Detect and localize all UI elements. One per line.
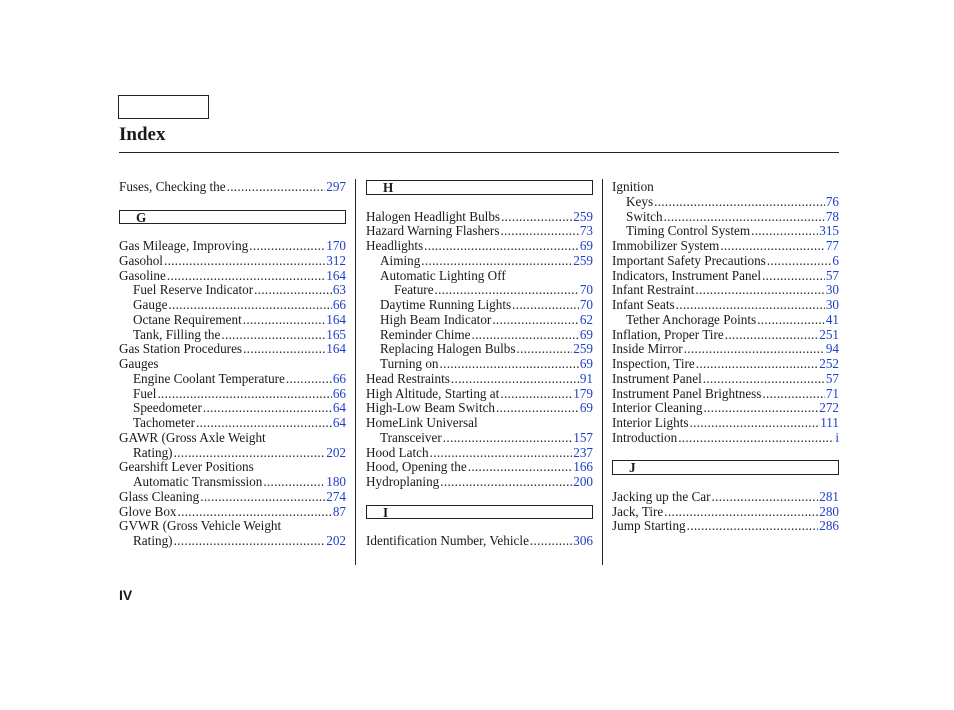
page-link[interactable]: 164 xyxy=(326,267,346,283)
index-entry[interactable] xyxy=(612,254,839,269)
dot-leader xyxy=(451,372,579,387)
page-link[interactable]: 111 xyxy=(820,415,839,430)
dot-leader xyxy=(687,519,819,534)
entry-label: Feature xyxy=(394,282,434,298)
spacer xyxy=(366,195,593,210)
dot-leader xyxy=(762,387,824,402)
dot-leader xyxy=(530,534,572,549)
index-subhead xyxy=(119,357,346,372)
dot-leader xyxy=(500,387,572,402)
dot-leader xyxy=(243,342,325,357)
index-entry[interactable] xyxy=(119,298,346,313)
entry-label: Fuel xyxy=(133,385,157,401)
entry-label: Inflation, Proper Tire xyxy=(612,326,724,342)
index-column-2 xyxy=(366,180,593,549)
dot-leader xyxy=(696,357,818,372)
page-link[interactable]: 259 xyxy=(573,252,593,268)
dot-leader xyxy=(254,283,332,298)
entry-label: Halogen Headlight Bulbs xyxy=(366,208,501,224)
dot-leader xyxy=(157,387,331,402)
index-tab-box xyxy=(118,95,209,119)
entry-label: Tank, Filling the xyxy=(133,326,221,342)
entry-label: Interior Cleaning xyxy=(612,400,703,416)
dot-leader xyxy=(684,342,825,357)
dot-leader xyxy=(712,490,819,505)
dot-leader xyxy=(725,328,818,343)
index-entry[interactable] xyxy=(119,475,346,490)
page-link[interactable]: 170 xyxy=(326,238,346,253)
entry-label: Introduction xyxy=(612,429,678,445)
entry-label: High-Low Beam Switch xyxy=(366,400,495,416)
section-heading: G xyxy=(119,210,346,225)
index-entry[interactable] xyxy=(612,239,839,254)
dot-leader xyxy=(174,534,326,549)
entry-label: Hood, Opening the xyxy=(366,459,467,475)
page-link[interactable]: 73 xyxy=(579,223,593,239)
page-link[interactable]: 164 xyxy=(326,311,346,327)
page-link[interactable]: 63 xyxy=(332,282,346,298)
entry-label: Infant Seats xyxy=(612,297,675,312)
index-entry[interactable] xyxy=(612,224,839,239)
dot-leader xyxy=(468,460,572,475)
entry-label: Instrument Panel Brightness xyxy=(612,385,762,401)
index-entry[interactable] xyxy=(612,416,839,431)
spacer xyxy=(119,224,346,239)
dot-leader xyxy=(676,298,825,313)
entry-label: Gas Station Procedures xyxy=(119,341,243,357)
dot-leader xyxy=(168,298,331,313)
entry-label: Ignition xyxy=(612,179,654,194)
index-entry[interactable] xyxy=(612,505,839,520)
index-entry[interactable] xyxy=(366,446,593,461)
dot-leader xyxy=(286,372,332,387)
entry-label: Daytime Running Lights xyxy=(380,297,512,312)
entry-label: Keys xyxy=(626,193,654,209)
entry-label: Infant Restraint xyxy=(612,282,695,298)
section-heading: H xyxy=(366,180,593,195)
dot-leader xyxy=(703,401,818,416)
entry-label: Automatic Transmission xyxy=(133,474,263,489)
index-entry[interactable] xyxy=(612,313,839,328)
index-entry[interactable] xyxy=(612,298,839,313)
page-link[interactable]: 252 xyxy=(819,356,839,371)
page-number: IV xyxy=(119,587,133,603)
index-entry[interactable] xyxy=(366,401,593,416)
dot-leader xyxy=(203,401,332,416)
index-column-3 xyxy=(612,180,839,534)
index-entry[interactable] xyxy=(612,372,839,387)
dot-leader xyxy=(174,446,326,461)
entry-label: Jack, Tire xyxy=(612,503,664,519)
page-link[interactable]: 202 xyxy=(326,533,346,548)
index-entry[interactable] xyxy=(366,357,593,372)
index-entry[interactable] xyxy=(612,519,839,534)
dot-leader xyxy=(757,313,825,328)
page-link[interactable]: 70 xyxy=(579,282,593,298)
page-link[interactable]: 57 xyxy=(825,370,839,386)
index-subhead xyxy=(366,269,593,284)
index-entry[interactable] xyxy=(366,387,593,402)
index-entry[interactable] xyxy=(612,387,839,402)
entry-label: Gasohol xyxy=(119,252,163,268)
dot-leader xyxy=(751,224,818,239)
dot-leader xyxy=(196,416,332,431)
dot-leader xyxy=(501,210,572,225)
index-entry[interactable] xyxy=(119,254,346,269)
section-heading: I xyxy=(366,505,593,520)
index-entry[interactable] xyxy=(612,283,839,298)
page-link[interactable]: 94 xyxy=(825,341,839,357)
page-link[interactable]: 164 xyxy=(326,341,346,357)
page-link[interactable]: 259 xyxy=(573,341,593,357)
entry-label: GAWR (Gross Axle Weight xyxy=(119,429,266,445)
dot-leader xyxy=(227,180,326,195)
index-entry[interactable] xyxy=(119,180,346,195)
page-link[interactable]: 259 xyxy=(573,208,593,224)
page-link[interactable]: 202 xyxy=(326,444,346,460)
dot-leader xyxy=(178,505,332,520)
index-entry[interactable] xyxy=(612,328,839,343)
index-entry[interactable] xyxy=(119,505,346,520)
page-link[interactable]: 66 xyxy=(332,297,346,312)
dot-leader xyxy=(440,475,572,490)
index-entry[interactable] xyxy=(119,372,346,387)
entry-label: Important Safety Precautions xyxy=(612,252,766,268)
index-entry[interactable] xyxy=(366,328,593,343)
page-link[interactable]: 312 xyxy=(326,252,346,268)
entry-label: Inspection, Tire xyxy=(612,356,695,371)
entry-label: Glass Cleaning xyxy=(119,488,200,504)
index-entry[interactable] xyxy=(612,342,839,357)
page-link[interactable]: 306 xyxy=(573,533,593,548)
entry-label: Gasoline xyxy=(119,267,166,283)
entry-label: Fuses, Checking the xyxy=(119,179,226,194)
dot-leader xyxy=(500,224,578,239)
index-subhead xyxy=(119,460,346,475)
entry-label: Inside Mirror xyxy=(612,341,683,357)
entry-label: Gauge xyxy=(133,297,168,312)
entry-label: Gauges xyxy=(119,356,159,371)
index-entry[interactable] xyxy=(612,357,839,372)
dot-leader xyxy=(720,239,824,254)
index-entry[interactable] xyxy=(119,313,346,328)
entry-label: Interior Lights xyxy=(612,415,689,430)
page-link[interactable]: 6 xyxy=(832,252,839,268)
entry-label: Jacking up the Car xyxy=(612,488,711,504)
entry-label: Glove Box xyxy=(119,503,177,519)
dot-leader xyxy=(471,328,578,343)
index-entry[interactable] xyxy=(119,446,346,461)
entry-label: Automatic Lighting Off xyxy=(380,267,506,283)
entry-label: Aiming xyxy=(380,252,421,268)
entry-label: High Beam Indicator xyxy=(380,311,492,327)
dot-leader xyxy=(654,195,825,210)
index-column-1 xyxy=(119,180,346,549)
entry-label: Jump Starting xyxy=(612,518,686,534)
page-link[interactable]: 64 xyxy=(332,415,346,430)
index-entry[interactable] xyxy=(366,283,593,298)
page-link[interactable]: 180 xyxy=(326,474,346,489)
index-entry[interactable] xyxy=(366,342,593,357)
page-link[interactable]: 286 xyxy=(819,518,839,534)
spacer xyxy=(366,490,593,505)
dot-leader xyxy=(703,372,825,387)
dot-leader xyxy=(164,254,325,269)
index-entry[interactable] xyxy=(612,401,839,416)
dot-leader xyxy=(221,328,325,343)
index-entry[interactable] xyxy=(366,239,593,254)
spacer xyxy=(119,195,346,210)
dot-leader xyxy=(435,283,579,298)
page-link[interactable]: 66 xyxy=(332,385,346,401)
dot-leader xyxy=(430,446,573,461)
page-link[interactable]: 69 xyxy=(579,238,593,253)
page-link[interactable]: 71 xyxy=(825,385,839,401)
entry-label: Headlights xyxy=(366,238,424,253)
dot-leader xyxy=(424,239,579,254)
entry-label: Hood Latch xyxy=(366,444,429,460)
entry-label: HomeLink Universal xyxy=(366,415,478,430)
index-entry[interactable] xyxy=(119,239,346,254)
dot-leader xyxy=(440,357,579,372)
entry-label: Turning on xyxy=(380,356,439,371)
entry-label: Replacing Halogen Bulbs xyxy=(380,341,516,357)
spacer xyxy=(366,519,593,534)
index-entry[interactable] xyxy=(366,475,593,490)
page-link[interactable]: 166 xyxy=(573,459,593,475)
entry-label: Transceiver xyxy=(380,429,442,445)
entry-label: Gearshift Lever Positions xyxy=(119,459,254,475)
title-divider xyxy=(119,152,839,153)
index-entry[interactable] xyxy=(612,269,839,284)
page-link[interactable]: 77 xyxy=(825,238,839,253)
index-entry[interactable] xyxy=(119,401,346,416)
page-link[interactable]: 30 xyxy=(825,297,839,312)
index-entry[interactable] xyxy=(119,283,346,298)
index-entry[interactable] xyxy=(366,224,593,239)
page-link[interactable]: 57 xyxy=(825,267,839,283)
page-link[interactable]: 165 xyxy=(326,326,346,342)
entry-label: Hazard Warning Flashers xyxy=(366,223,500,239)
entry-label: Speedometer xyxy=(133,400,202,416)
index-entry[interactable] xyxy=(366,372,593,387)
page-link[interactable]: 274 xyxy=(326,488,346,504)
entry-label: Timing Control System xyxy=(626,223,751,239)
index-entry[interactable] xyxy=(612,431,839,446)
dot-leader xyxy=(243,313,325,328)
dot-leader xyxy=(678,431,834,446)
page-link[interactable]: 157 xyxy=(573,429,593,445)
entry-label: Hydroplaning xyxy=(366,474,440,489)
index-entry[interactable] xyxy=(366,254,593,269)
dot-leader xyxy=(517,342,573,357)
page-link[interactable]: 200 xyxy=(573,474,593,489)
page-link[interactable]: 297 xyxy=(326,179,346,194)
dot-leader xyxy=(492,313,578,328)
entry-label: GVWR (Gross Vehicle Weight xyxy=(119,518,282,534)
index-entry[interactable] xyxy=(612,210,839,225)
page-link[interactable]: 91 xyxy=(579,370,593,386)
dot-leader xyxy=(762,269,825,284)
index-entry[interactable] xyxy=(366,298,593,313)
dot-leader xyxy=(443,431,572,446)
column-divider-1 xyxy=(355,179,356,565)
dot-leader xyxy=(496,401,579,416)
page-link[interactable]: 251 xyxy=(819,326,839,342)
index-entry[interactable] xyxy=(366,431,593,446)
dot-leader xyxy=(767,254,832,269)
index-entry[interactable] xyxy=(366,534,593,549)
entry-label: High Altitude, Starting at xyxy=(366,385,500,401)
page-link[interactable]: 272 xyxy=(819,400,839,416)
dot-leader xyxy=(263,475,325,490)
dot-leader xyxy=(695,283,824,298)
entry-label: Tether Anchorage Points xyxy=(626,311,757,327)
entry-label: Engine Coolant Temperature xyxy=(133,370,285,386)
spacer xyxy=(612,475,839,490)
index-entry[interactable] xyxy=(366,210,593,225)
index-entry[interactable] xyxy=(612,490,839,505)
index-subhead xyxy=(119,519,346,534)
column-divider-2 xyxy=(602,179,603,565)
entry-label: Indicators, Instrument Panel xyxy=(612,267,762,283)
entry-label: Reminder Chime xyxy=(380,326,471,342)
page-link[interactable]: 237 xyxy=(573,444,593,460)
page-link[interactable]: 315 xyxy=(819,223,839,239)
entry-label: Identification Number, Vehicle xyxy=(366,533,529,548)
index-entry[interactable] xyxy=(366,460,593,475)
page-link[interactable]: 69 xyxy=(579,326,593,342)
page-link[interactable]: 69 xyxy=(579,356,593,371)
entry-label: Gas Mileage, Improving xyxy=(119,238,249,253)
entry-label: Octane Requirement xyxy=(133,311,242,327)
dot-leader xyxy=(200,490,325,505)
page-link[interactable]: 69 xyxy=(579,400,593,416)
index-entry[interactable] xyxy=(366,313,593,328)
index-subhead xyxy=(119,431,346,446)
page-link[interactable]: i xyxy=(835,429,839,445)
index-subhead xyxy=(612,180,839,195)
page-link[interactable]: 70 xyxy=(579,297,593,312)
entry-label: Head Restraints xyxy=(366,370,450,386)
index-entry[interactable] xyxy=(119,534,346,549)
dot-leader xyxy=(664,505,818,520)
entry-label: Tachometer xyxy=(133,415,196,430)
page-link[interactable]: 76 xyxy=(825,193,839,209)
page-link[interactable]: 64 xyxy=(332,400,346,416)
page-link[interactable]: 62 xyxy=(579,311,593,327)
dot-leader xyxy=(690,416,820,431)
page-link[interactable]: 78 xyxy=(825,208,839,224)
index-entry[interactable] xyxy=(119,342,346,357)
spacer xyxy=(612,446,839,461)
page-title: Index xyxy=(119,124,166,145)
dot-leader xyxy=(664,210,825,225)
page-link[interactable]: 66 xyxy=(332,370,346,386)
index-entry[interactable] xyxy=(119,387,346,402)
dot-leader xyxy=(167,269,325,284)
index-entry[interactable] xyxy=(119,328,346,343)
section-heading: J xyxy=(612,460,839,475)
index-subhead xyxy=(366,416,593,431)
index-entry[interactable] xyxy=(119,416,346,431)
page-link[interactable]: 179 xyxy=(573,385,593,401)
index-entry[interactable] xyxy=(119,269,346,284)
dot-leader xyxy=(249,239,325,254)
entry-label: Rating) xyxy=(133,533,173,548)
dot-leader xyxy=(512,298,579,313)
index-entry[interactable] xyxy=(119,490,346,505)
dot-leader xyxy=(421,254,572,269)
page-link[interactable]: 280 xyxy=(819,503,839,519)
entry-label: Rating) xyxy=(133,444,173,460)
entry-label: Instrument Panel xyxy=(612,370,702,386)
page-link[interactable]: 41 xyxy=(825,311,839,327)
page-link[interactable]: 30 xyxy=(825,282,839,298)
entry-label: Immobilizer System xyxy=(612,238,720,253)
page-link[interactable]: 87 xyxy=(332,503,346,519)
entry-label: Switch xyxy=(626,208,663,224)
page-link[interactable]: 281 xyxy=(819,488,839,504)
index-entry[interactable] xyxy=(612,195,839,210)
entry-label: Fuel Reserve Indicator xyxy=(133,282,254,298)
